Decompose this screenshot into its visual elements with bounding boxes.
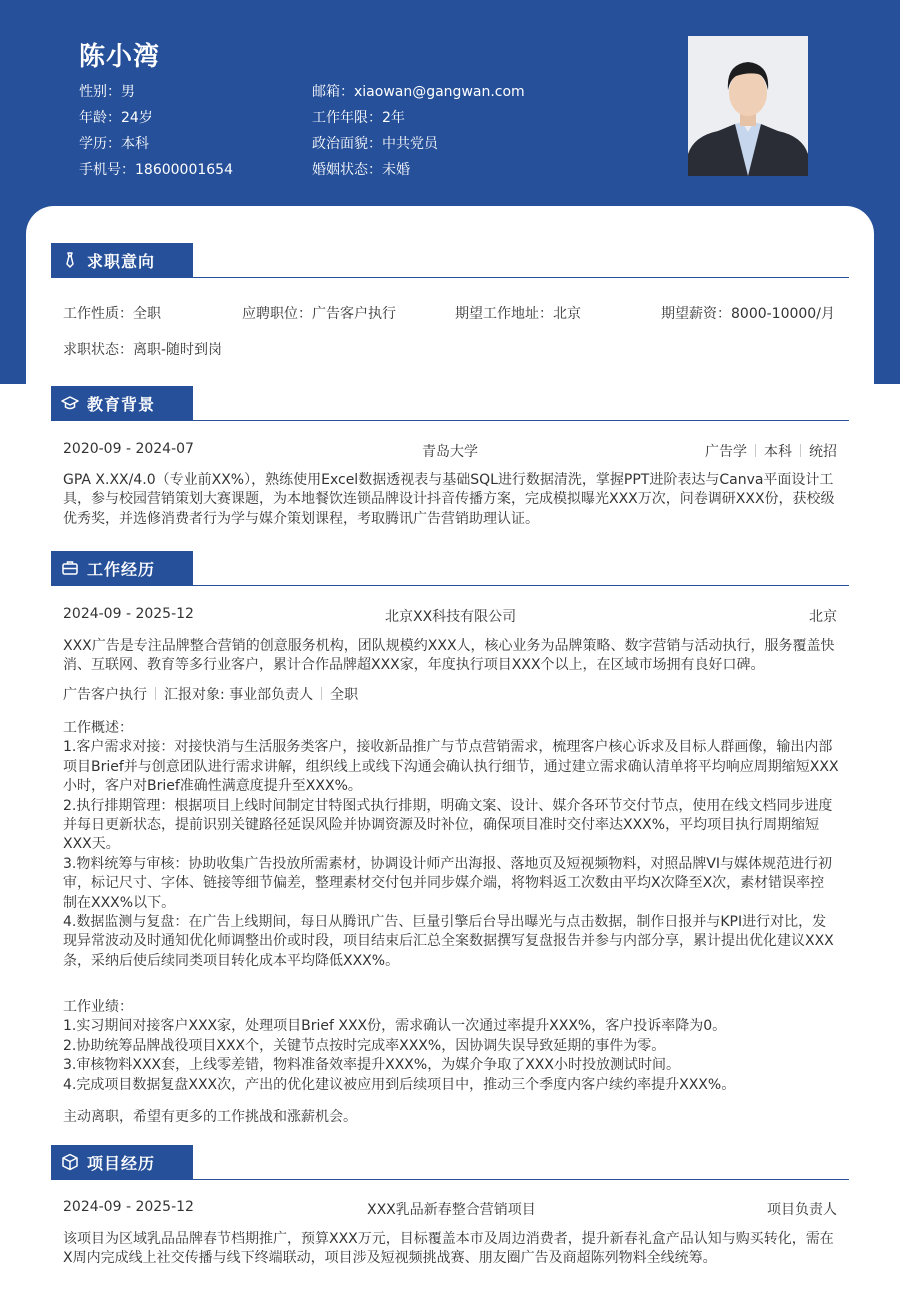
company-intro	[63, 637, 839, 676]
text-line: 1.实习期间对接客户XXX家，处理项目Brief XXX份，需求确认一次通过率提升XXX%，客户投诉率降为0。	[63, 1018, 727, 1035]
text-line: 审，标记尺寸、字体、链接等细节偏差，整理素材交付包并同步媒介端，将物料返工次数由平均X次降至X次，素材错误率控	[63, 875, 825, 892]
work-results	[63, 998, 839, 1095]
work-years-field: 工作年限：2年	[312, 110, 405, 126]
job-status-label: 求职状态：	[63, 342, 133, 358]
age-field: 年龄：24岁	[79, 110, 153, 126]
project-role: 项目负责人	[767, 1202, 837, 1218]
profile-photo	[688, 36, 808, 176]
text-line: XXX广告是专注品牌整合营销的创意服务机构，团队规模约XXX人，核心业务为品牌策略、数字营销与活动执行，服务覆盖快	[63, 638, 835, 654]
work-city: 北京	[809, 609, 837, 625]
text-line: 项目Brief并与创意团队进行需求讲解，组织线上或线下沟通会确认执行细节，通过建立需求确认清单将平均响应周期缩短XXX	[63, 758, 839, 775]
marital-status-field: 婚姻状态：未婚	[312, 162, 410, 178]
expected-salary-value: 8000-10000/月	[731, 306, 835, 322]
section-header-education	[51, 386, 849, 421]
expected-salary	[661, 303, 835, 323]
text-line: GPA X.XX/4.0（专业前XX%），熟练使用Excel数据透视表与基础SQL进行数据清洗，掌握PPT进阶表达与Canva平面设计工	[63, 472, 834, 488]
text-line: XXX天。	[63, 836, 120, 853]
text-line: 消、互联网、教育等多行业客户，累计合作品牌超XXX家，年度执行项目XXX个以上，在区域市场拥有良好口碑。	[63, 657, 765, 674]
divider	[321, 687, 322, 700]
text-line: 工作业绩：	[63, 999, 133, 1015]
text-line: 该项目为区域乳品品牌春节档期推广，预算XXX万元，目标覆盖本市及周边消费者，提升新春礼盒产品认知与购买转化，需在	[63, 1231, 834, 1247]
basic-info-right	[312, 79, 525, 183]
education-period: 2020-09 - 2024-07	[63, 441, 194, 457]
section-title: 教育背景	[87, 395, 156, 414]
text-line: 4.数据监测与复盘：在广告上线期间，每日从腾讯广告、巨量引擎后台导出曝光与点击数据，制作日报并与KPI进行对比，发	[63, 914, 827, 931]
work-overview	[63, 719, 839, 971]
target-location-value: 北京	[553, 306, 581, 322]
section-header-intent	[51, 243, 849, 278]
divider	[755, 444, 756, 457]
leave-reason: 主动离职，希望有更多的工作挑战和涨薪机会。	[63, 1109, 357, 1125]
degree-tag: 本科	[764, 444, 792, 460]
political-status-field: 政治面貌：中共党员	[312, 136, 438, 152]
text-line: 2.协助统筹品牌战役项目XXX个，关键节点按时完成率XXX%，因协调失误导致延期的事件为零。	[63, 1037, 666, 1054]
education-level-field: 学历：本科	[79, 136, 149, 152]
tie-icon	[61, 251, 79, 269]
section-title: 工作经历	[87, 560, 156, 579]
section-header-work	[51, 551, 849, 586]
text-line: 1.客户需求对接：对接快消与生活服务类客户，接收新品推广与节点营销需求，梳理客户核心诉求及目标人群画像，输出内部	[63, 739, 833, 756]
basic-info-left	[79, 79, 233, 183]
text-line: 现异常波动及时通知优化师调整出价或时段，项目结束后汇总全案数据撰写复盘报告并参与内部分享，累计提出优化建议XXX	[63, 933, 834, 950]
work-tags	[63, 684, 358, 704]
enrollment-tag: 统招	[809, 444, 837, 460]
school-name: 青岛大学	[422, 444, 478, 460]
target-position-value: 广告客户执行	[312, 306, 396, 322]
phone-field: 手机号：18600001654	[79, 162, 233, 178]
project-description	[63, 1230, 839, 1269]
education-description	[63, 471, 839, 529]
text-line: X周内完成线上社交传播与线下终端联动，项目涉及短视频挑战赛、朋友圈广告及商超陈列物料全线统筹。	[63, 1250, 717, 1267]
target-location-label: 期望工作地址：	[455, 306, 553, 322]
person-portrait-icon	[688, 36, 808, 176]
work-period: 2024-09 - 2025-12	[63, 606, 194, 622]
text-line: 3.审核物料XXX套，上线零差错，物料准备效率提升XXX%，为媒介争取了XXX小时投放测试时间。	[63, 1057, 680, 1074]
major-tag: 广告学	[705, 444, 747, 460]
target-position-label: 应聘职位：	[242, 306, 312, 322]
job-status-value: 离职-随时到岗	[133, 342, 223, 358]
section-tab-work	[51, 551, 193, 585]
text-line: 工作概述：	[63, 720, 133, 736]
text-line: 4.完成项目数据复盘XXX次，产出的优化建议被应用到后续项目中，推动三个季度内客户续约率提升XXX%。	[63, 1076, 736, 1093]
section-tab-intent	[51, 243, 193, 277]
target-position	[242, 303, 396, 323]
report-to-tag: 汇报对象: 事业部负责人	[164, 687, 314, 703]
text-line: 具，参与校园营销策划大赛课题，为本地餐饮连锁品牌设计抖音传播方案，完成模拟曝光XXX万次，问卷调研XXX份，获校级	[63, 491, 835, 508]
section-tab-project	[51, 1145, 193, 1179]
candidate-name: 陈小湾	[79, 42, 161, 72]
text-line: 2.执行排期管理：根据项目上线时间制定甘特图式执行排期，明确文案、设计、媒介各环节交付节点，使用在线文档同步进度	[63, 797, 833, 814]
divider	[800, 444, 801, 457]
job-type-label: 工作性质：	[63, 306, 133, 322]
education-tags	[705, 441, 837, 461]
text-line: 小时，客户对Brief准确性满意度提升至XXX%。	[63, 778, 362, 795]
text-line: 条，采纳后使后续同类项目转化成本平均降低XXX%。	[63, 952, 400, 969]
divider	[155, 687, 156, 700]
job-status	[63, 339, 222, 359]
employment-type-tag: 全职	[330, 687, 359, 703]
email-field: 邮箱：xiaowan@gangwan.com	[312, 84, 525, 100]
section-title: 项目经历	[87, 1154, 156, 1173]
position-tag: 广告客户执行	[63, 687, 147, 703]
expected-salary-label: 期望薪资：	[661, 306, 731, 322]
section-tab-education	[51, 386, 193, 420]
section-header-project	[51, 1145, 849, 1180]
text-line: 制在XXX%以下。	[63, 894, 176, 911]
text-line: 并每日更新状态，提前识别关键路径延误风险并协调资源及时补位，确保项目准时交付率达XXX%，平均项目执行周期缩短	[63, 817, 820, 834]
target-location	[455, 303, 581, 323]
project-period: 2024-09 - 2025-12	[63, 1199, 194, 1215]
cube-icon	[61, 1153, 79, 1171]
text-line: 3.物料统筹与审核：协助收集广告投放所需素材，协调设计师产出海报、落地页及短视频物料，对照品牌VI与媒体规范进行初	[63, 855, 833, 872]
company-name: 北京XX科技有限公司	[385, 609, 517, 625]
text-line: 优秀奖，并选修消费者行为学与媒介策划课程，考取腾讯广告营销助理认证。	[63, 510, 539, 527]
job-type	[63, 303, 161, 323]
gender-field: 性别：男	[79, 84, 135, 100]
project-name: XXX乳品新春整合营销项目	[367, 1202, 536, 1218]
briefcase-icon	[61, 559, 79, 577]
job-type-value: 全职	[133, 306, 161, 322]
graduation-cap-icon	[61, 394, 79, 412]
section-title: 求职意向	[87, 252, 156, 271]
